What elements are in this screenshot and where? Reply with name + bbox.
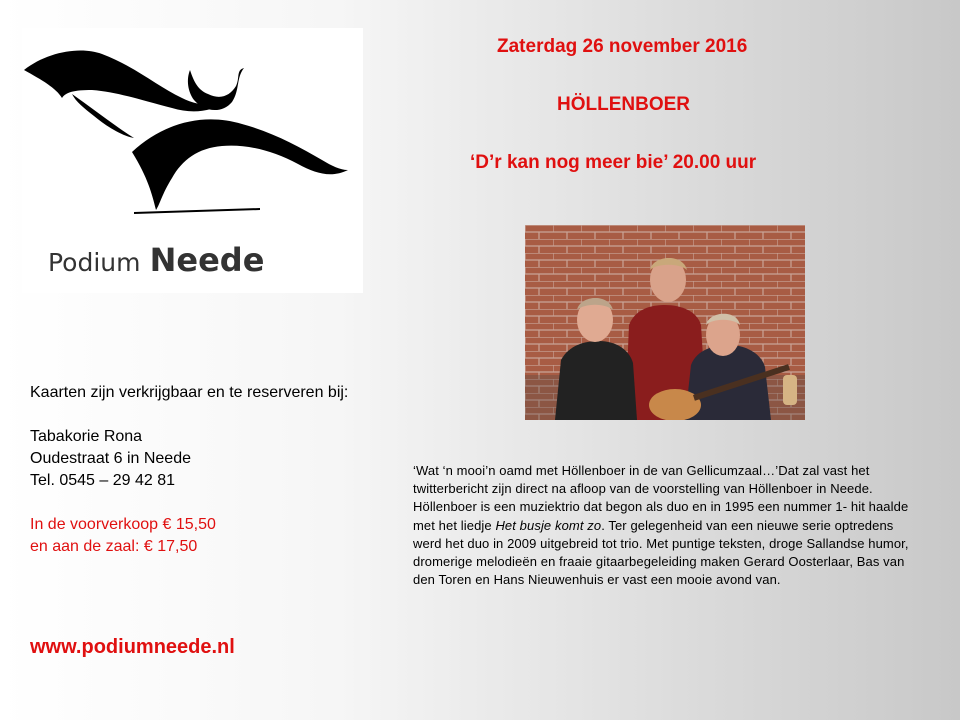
ticket-price-door: en aan de zaal: € 17,50 <box>30 538 198 555</box>
ticket-price-presale: In de voorverkoop € 15,50 <box>30 516 216 533</box>
event-date: Zaterdag 26 november 2016 <box>497 36 748 57</box>
event-subtitle: ‘D’r kan nog meer bie’ 20.00 uur <box>470 152 757 173</box>
podium-neede-logo <box>22 28 363 293</box>
logo-wordmark <box>48 241 264 279</box>
spacer <box>30 492 348 514</box>
logo-word-neede: Neede <box>149 241 265 279</box>
ticket-info <box>30 382 348 558</box>
description-part2: . Ter gelegenheid van een nieuwe serie optredens werd het duo in 2009 uitgebreid tot trio. Met puntige teksten, droge Sallandse humor, dromerige melodieën en fraaie gitaarbegeleiding maken Gerard Oosterlaar, Bas van den Toren en Hans Nieuwenhuis er vast een mooie avond van. <box>413 517 909 588</box>
ticket-shop: Tabakorie Rona <box>30 428 143 445</box>
ticket-intro: Kaarten zijn verkrijgbaar en te reserveren bij: <box>30 384 349 401</box>
description-song-title: Het busje komt zo <box>495 517 602 533</box>
spacer <box>30 404 348 426</box>
website-link[interactable]: www.podiumneede.nl <box>30 636 235 658</box>
ticket-address: Oudestraat 6 in Neede <box>30 450 191 467</box>
ticket-phone: Tel. 0545 – 29 42 81 <box>30 472 176 489</box>
event-title: HÖLLENBOER <box>557 94 690 115</box>
event-description <box>413 462 913 589</box>
description-part1: ‘Wat ‘n mooi’n oamd met Höllenboer in de van Gellicumzaal…’Dat zal vast het twitterbericht zijn direct na afloop van de voorstelling van Höllenboer in Neede. Höllenboer is een muziektrio dat begon als duo en in 1995 een nummer 1- hit haalde met het liedje <box>413 463 909 533</box>
band-photo <box>525 225 805 420</box>
logo-word-podium: Podium <box>48 248 141 277</box>
band-photo-image <box>525 225 805 420</box>
